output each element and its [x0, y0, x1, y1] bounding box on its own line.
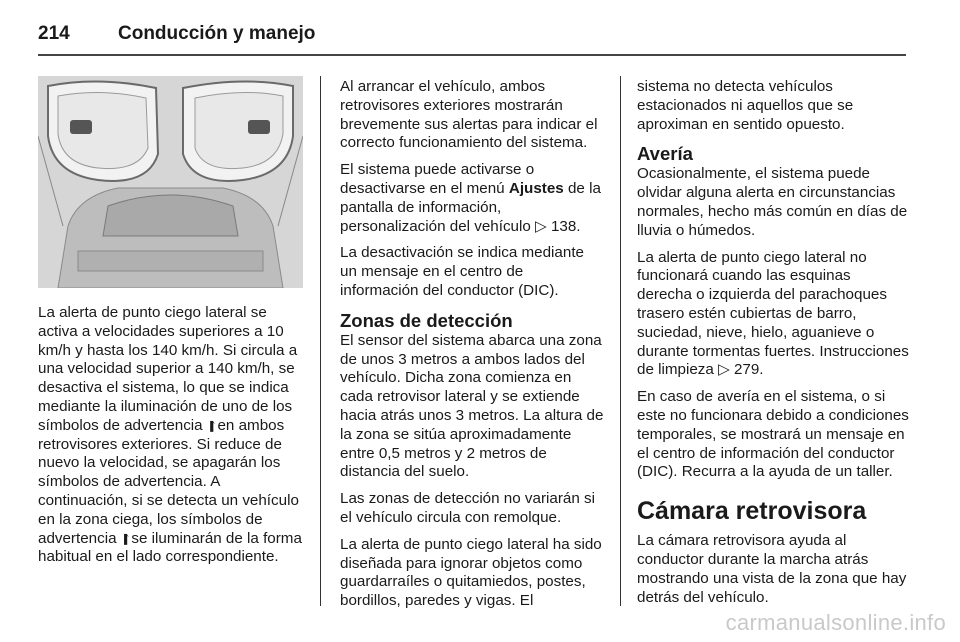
paragraph: Ocasionalmente, el sistema puede olvidar alguna alerta en circunstancias normales, hecho más común en días de lluvia o húmedos. — [637, 165, 908, 239]
page-reference: ▷ 279. — [718, 361, 764, 379]
paragraph: La desactivación se indica mediante un mensaje en el centro de información del conductor (DIC). — [340, 244, 584, 299]
section-heading: Zonas de detección — [340, 309, 513, 331]
text-segment: de la pantalla de información, personalización del vehículo — [340, 179, 601, 235]
chapter-heading: Cámara retrovisora — [637, 497, 867, 526]
warning-symbol-icon: ▐̂ — [120, 533, 128, 544]
text-segment: La alerta de punto ciego lateral no funcionará cuando las esquinas derecha o izquierda del parachoques trasero estén cubiertas de barro, suciedad, nieve, hielo, aguanieve o durante tormentas fuertes. Instrucciones de limpieza — [637, 248, 909, 379]
paragraph — [637, 249, 909, 381]
text-segment: en ambos retrovisores exteriores. Si reduce de nuevo la velocidad, se apagarán los símbolos de advertencia. A continuación, si se detecta un vehículo en la zona ciega, los símbolos de advertencia — [38, 416, 299, 547]
paragraph: La cámara retrovisora ayuda al conductor durante la marcha atrás mostrando una vista de la zona que hay detrás del vehículo. — [637, 532, 907, 606]
paragraph: La alerta de punto ciego lateral ha sido diseñada para ignorar objetos como guardarraíles o quitamiedos, postes, bordillos, paredes y vigas. El — [340, 535, 602, 610]
page-reference: ▷ 138. — [535, 217, 581, 235]
paragraph: Al arrancar el vehículo, ambos retrovisores exteriores mostrarán brevemente sus alertas para indicar el correcto funcionamiento del sistema. — [340, 78, 598, 152]
header-rule — [38, 54, 906, 56]
text-segment: se iluminarán de la forma habitual en el lado correspondiente. — [38, 529, 302, 566]
paragraph — [340, 161, 604, 236]
left-mirror — [48, 81, 158, 180]
column-divider-left — [320, 76, 321, 606]
paragraph: En caso de avería en el sistema, o si este no funcionara debido a condiciones temporales, se mostrará un mensaje en el centro de información del conductor (DIC). Recurra a la ayuda de un taller. — [637, 388, 909, 481]
text-segment: El sistema puede activarse o desactivarse en el menú — [340, 161, 535, 197]
watermark-site: carmanualsonline.info — [725, 610, 946, 635]
paragraph: sistema no detecta vehículos estacionados ni aquellos que se aproximan en sentido opuesto. — [637, 78, 854, 133]
car-mirror-illustration — [38, 76, 303, 288]
text-segment: La alerta de punto ciego lateral se activa a velocidades superiores a 10 km/h y hasta los 140 km/h. Si circula a una velocidad superior a 140 km/h, se desactiva el sistema, lo que se indica mediante la iluminación de uno de los símbolos de advertencia — [38, 304, 298, 434]
column-divider-right — [620, 76, 621, 606]
column-1 — [38, 304, 304, 575]
menu-name: Ajustes — [508, 179, 564, 197]
section-heading: Avería — [637, 143, 693, 165]
warning-symbol-icon: ▐̂ — [206, 420, 214, 431]
paragraph: Las zonas de detección no variarán si el vehículo circula con remolque. — [340, 490, 595, 526]
paragraph: El sensor del sistema abarca una zona de unos 3 metros a ambos lados del vehículo. Dicha zona comienza en cada retrovisor lateral y se extiende hacia atrás unos 3 metros. La altura de la zona se sitúa aproximadamente entre 0,5 metros y 2 metros de distancia del suelo. — [340, 331, 604, 481]
page-header — [38, 14, 315, 54]
page-number: 214 — [38, 23, 70, 44]
paragraph — [38, 304, 304, 567]
chapter-title: Conducción y manejo — [118, 23, 316, 44]
column-2 — [340, 78, 604, 619]
column-3 — [637, 78, 909, 615]
right-mirror — [183, 81, 293, 180]
